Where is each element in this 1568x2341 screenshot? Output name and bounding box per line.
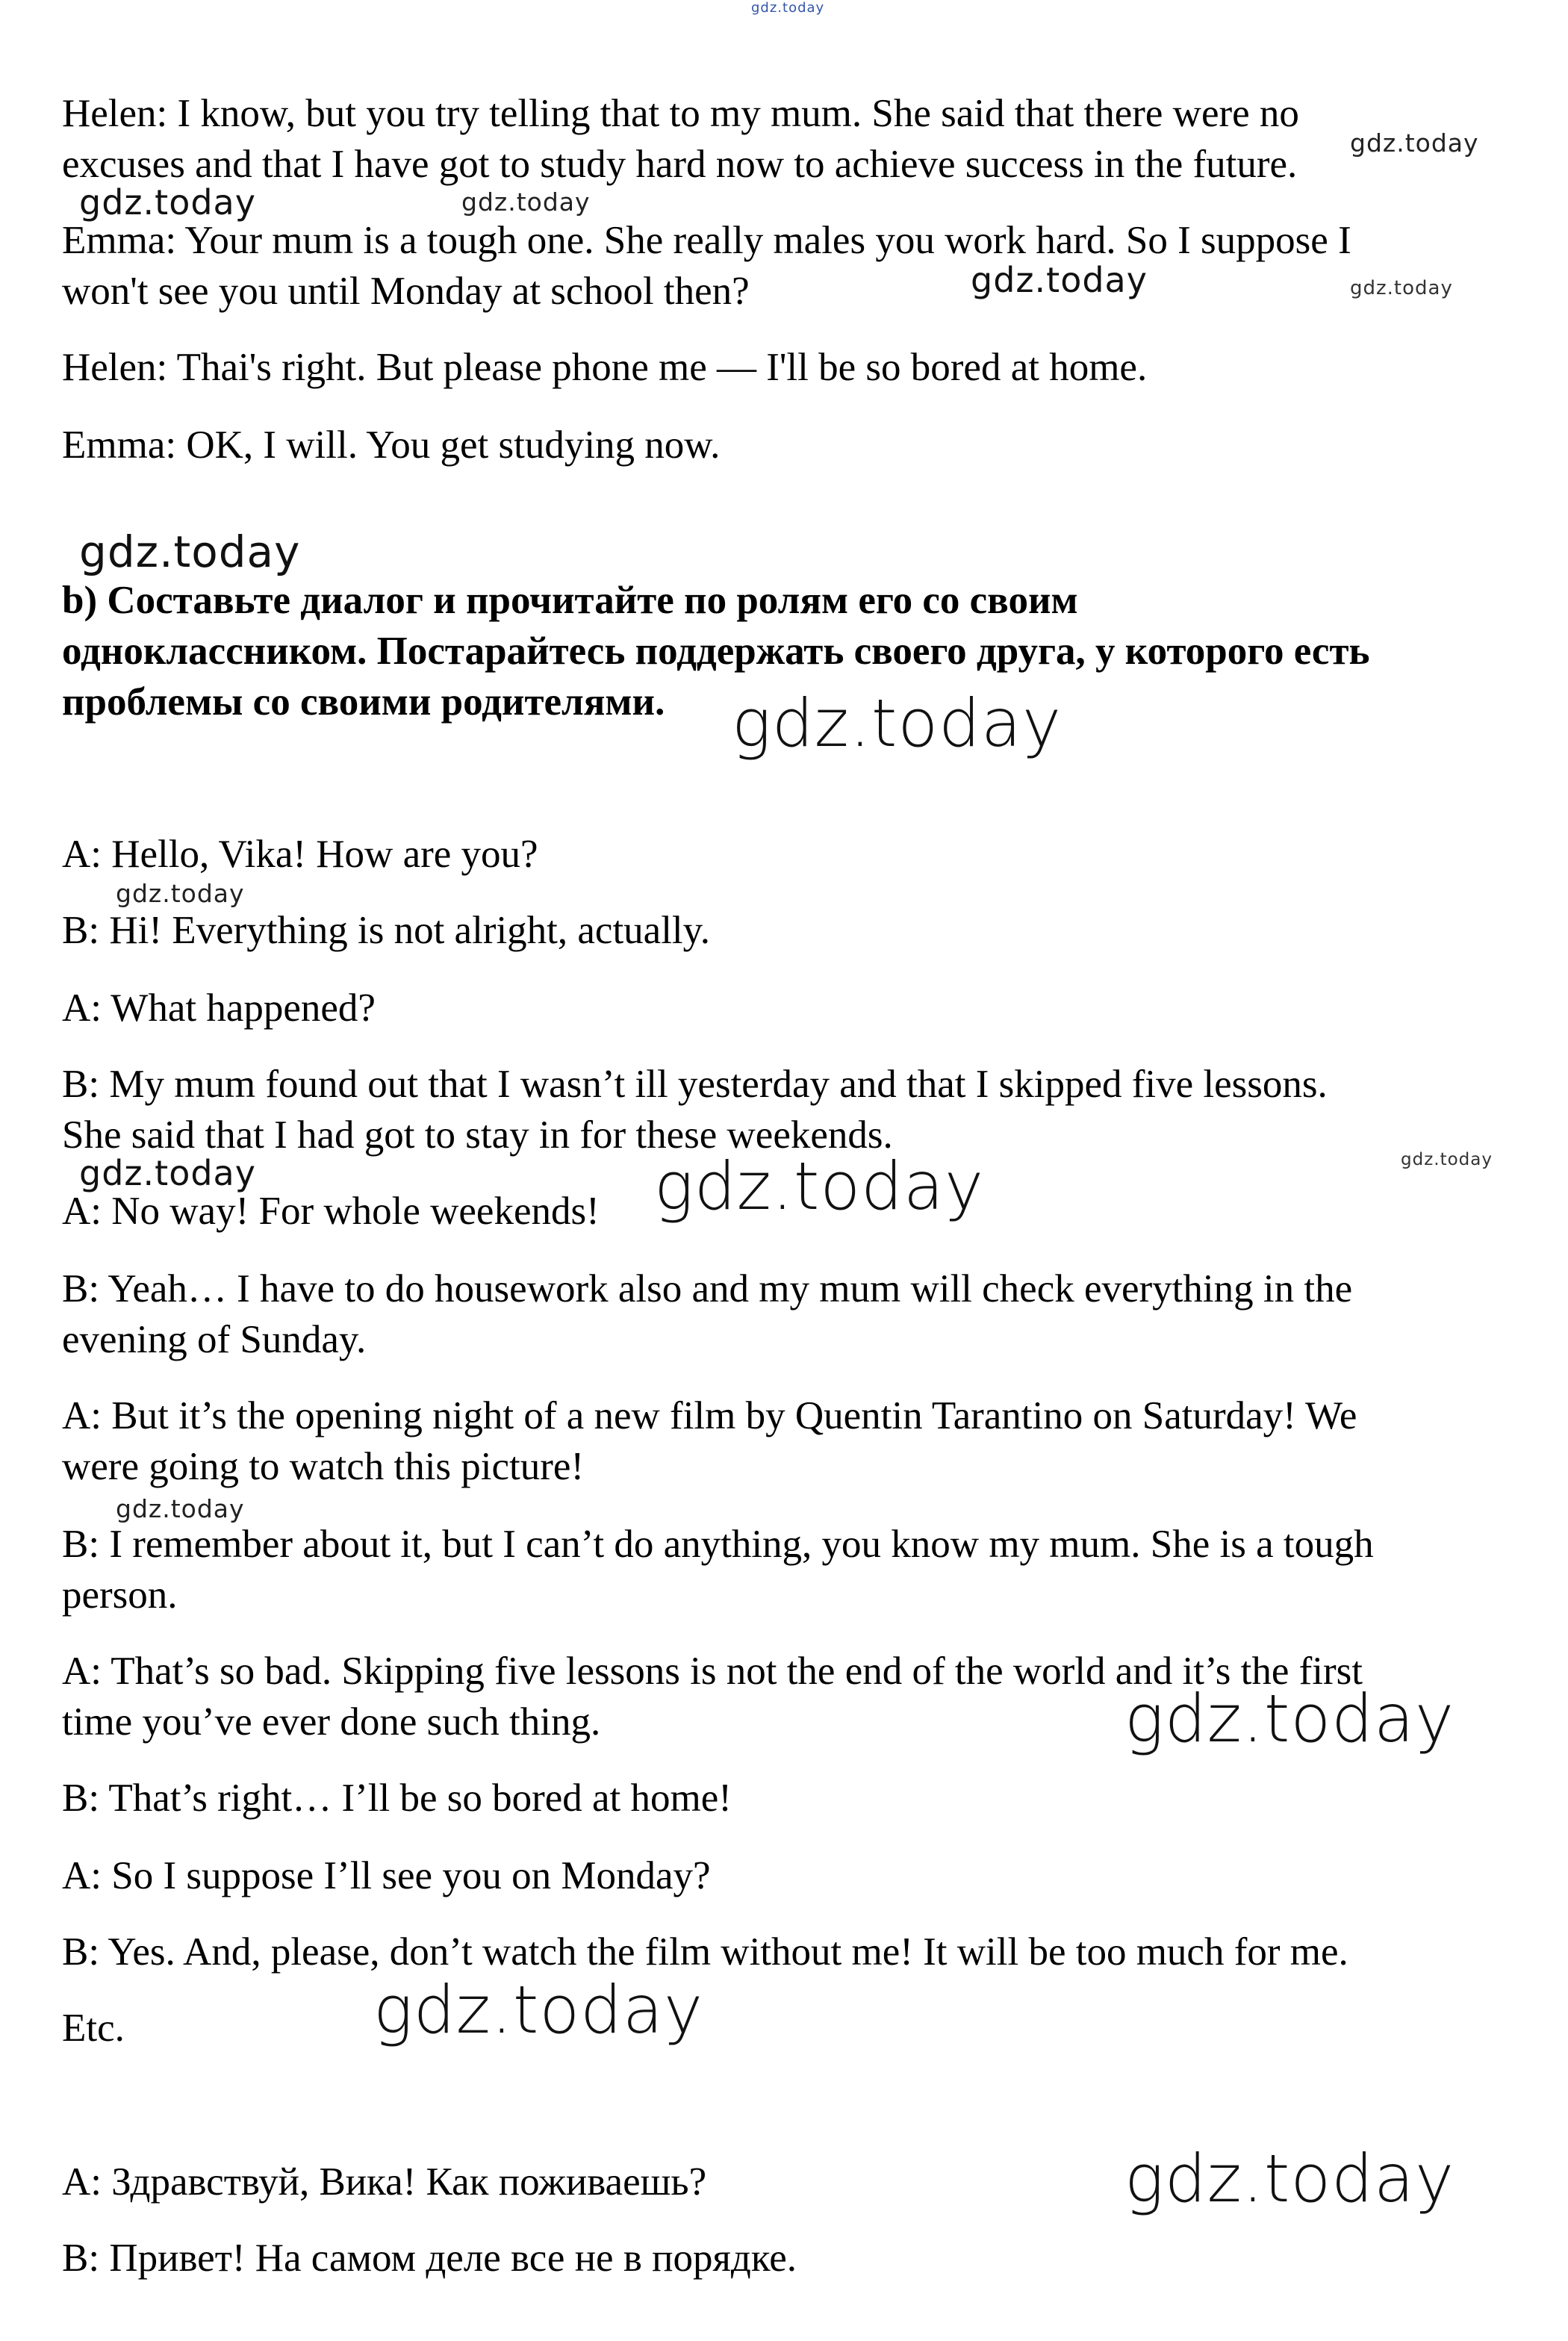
task-heading: одноклассником. Постарайтесь поддержать своего друга, у которого есть: [62, 629, 1370, 673]
task-heading: проблемы со своими родителями.: [62, 680, 665, 724]
dialogue-line: B: Hi! Everything is not alright, actually.: [62, 909, 710, 952]
dialogue-line: A: But it’s the opening night of a new film by Quentin Tarantino on Saturday! We: [62, 1394, 1357, 1437]
dialogue-line: A: Здравствуй, Вика! Как поживаешь?: [62, 2160, 707, 2204]
watermark: gdz.today: [116, 879, 245, 908]
dialogue-line: evening of Sunday.: [62, 1318, 367, 1361]
watermark: gdz.today: [79, 1153, 256, 1193]
watermark: gdz.today: [971, 260, 1148, 300]
watermark: gdz.today: [1350, 277, 1453, 299]
watermark: gdz.today: [79, 182, 256, 223]
watermark: gdz.today: [1350, 128, 1479, 158]
dialogue-line: were going to watch this picture!: [62, 1445, 585, 1488]
dialogue-line: time you’ve ever done such thing.: [62, 1700, 601, 1744]
dialogue-line: B: Yes. And, please, don’t watch the film without me! It will be too much for me.: [62, 1930, 1348, 1974]
watermark: gdz.today: [79, 526, 301, 577]
dialogue-line: A: What happened?: [62, 986, 376, 1030]
dialogue-line: B: My mum found out that I wasn’t ill yesterday and that I skipped five lessons.: [62, 1063, 1328, 1106]
watermark: gdz.today: [751, 0, 825, 16]
dialogue-line: Helen: Thai's right. But please phone me — I'll be so bored at home.: [62, 346, 1148, 389]
dialogue-line: Helen: I know, but you try telling that to my mum. She said that there were no: [62, 92, 1299, 135]
watermark: gdz.today: [1124, 2140, 1455, 2217]
dialogue-line: A: Hello, Vika! How are you?: [62, 833, 538, 876]
dialogue-line: excuses and that I have got to study hard now to achieve success in the future.: [62, 143, 1298, 186]
watermark: gdz.today: [116, 1494, 245, 1523]
watermark: gdz.today: [1124, 1680, 1455, 1757]
dialogue-line: A: So I suppose I’ll see you on Monday?: [62, 1854, 711, 1897]
watermark: gdz.today: [654, 1148, 985, 1225]
dialogue-line: Emma: Your mum is a tough one. She really males you work hard. So I suppose I: [62, 219, 1351, 262]
dialogue-line: A: That’s so bad. Skipping five lessons is not the end of the world and it’s the first: [62, 1650, 1363, 1693]
dialogue-line: B: Привет! На самом деле все не в порядке.: [62, 2236, 797, 2280]
dialogue-line: Emma: OK, I will. You get studying now.: [62, 423, 721, 467]
watermark: gdz.today: [732, 685, 1063, 762]
watermark: gdz.today: [461, 187, 591, 217]
task-heading: b) Составьте диалог и прочитайте по ролям его со своим: [62, 579, 1078, 622]
dialogue-line: won't see you until Monday at school then?: [62, 270, 750, 313]
dialogue-line: Etc.: [62, 2006, 125, 2050]
dialogue-line: person.: [62, 1573, 178, 1617]
dialogue-line: She said that I had got to stay in for these weekends.: [62, 1113, 893, 1157]
watermark: gdz.today: [373, 1971, 704, 2048]
watermark: gdz.today: [1401, 1150, 1493, 1169]
dialogue-line: B: I remember about it, but I can’t do anything, you know my mum. She is a tough: [62, 1523, 1374, 1566]
dialogue-line: B: That’s right… I’ll be so bored at home!: [62, 1776, 732, 1820]
dialogue-line: B: Yeah… I have to do housework also and my mum will check everything in the: [62, 1267, 1353, 1311]
dialogue-line: A: No way! For whole weekends!: [62, 1190, 600, 1233]
